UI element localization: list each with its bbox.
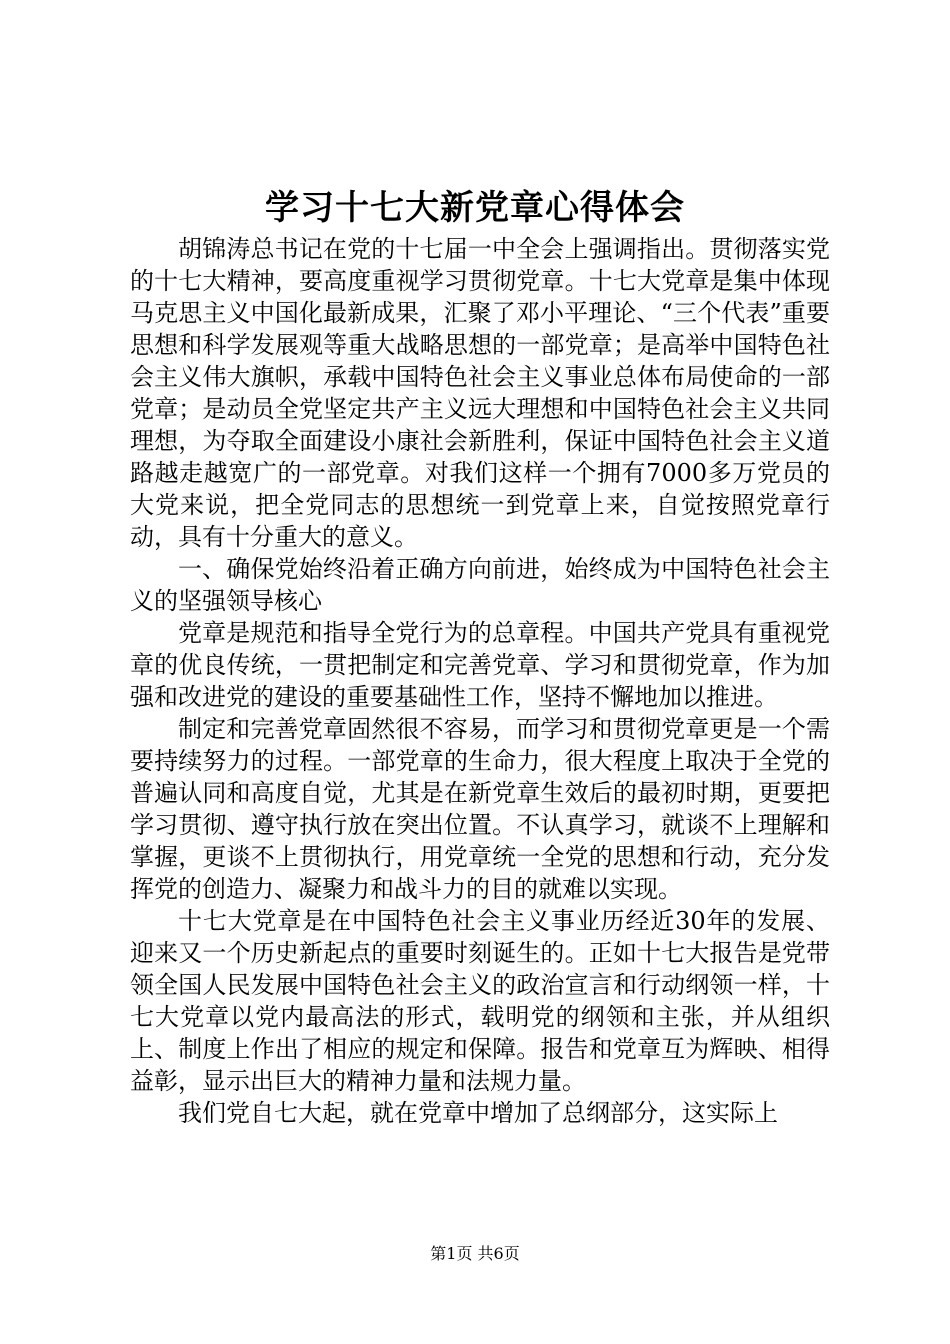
document-body [130,233,830,1129]
body-paragraph: 制定和完善党章固然很不容易，而学习和贯彻党章更是一个需要持续努力的过程。一部党章的生命力，很大程度上取决于全党的普遍认同和高度自觉，尤其是在新党章生效后的最初时期，更要把学习贯彻、遵守执行放在突出位置。不认真学习，就谈不上理解和掌握，更谈不上贯彻执行，用党章统一全党的思想和行动，充分发挥党的创造力、凝聚力和战斗力的目的就难以实现。 [130,715,830,903]
section-heading-paragraph: 一、确保党始终沿着正确方向前进，始终成为中国特色社会主义的坚强领导核心 [130,555,830,615]
body-paragraph: 胡锦涛总书记在党的十七届一中全会上强调指出。贯彻落实党的十七大精神，要高度重视学习贯彻党章。十七大党章是集中体现马克思主义中国化最新成果，汇聚了邓小平理论、“三个代表”重要思想和科学发展观等重大战略思想的一部党章；是高举中国特色社会主义伟大旗帜，承载中国特色社会主义事业总体布局使命的一部党章；是动员全党坚定共产主义远大理想和中国特色社会主义共同理想，为夺取全面建设小康社会新胜利，保证中国特色社会主义道路越走越宽广的一部党章。对我们这样一个拥有7000多万党员的大党来说，把全党同志的思想统一到党章上来，自觉按照党章行动，具有十分重大的意义。 [130,235,830,551]
body-paragraph: 党章是规范和指导全党行为的总章程。中国共产党具有重视党章的优良传统，一贯把制定和完善党章、学习和贯彻党章，作为加强和改进党的建设的重要基础性工作，坚持不懈地加以推进。 [130,619,830,711]
document-title: 学习十七大新党章心得体会 [265,188,685,228]
page-number-footer: 第1页 共6页 [430,1244,520,1263]
body-paragraph: 我们党自七大起，就在党章中增加了总纲部分，这实际上 [178,1099,778,1127]
body-paragraph: 十七大党章是在中国特色社会主义事业历经近30年的发展、迎来又一个历史新起点的重要时刻诞生的。正如十七大报告是党带领全国人民发展中国特色社会主义的政治宣言和行动纲领一样，十七大党章以党内最高法的形式，载明党的纲领和主张，并从组织上、制度上作出了相应的规定和保障。报告和党章互为辉映、相得益彰，显示出巨大的精神力量和法规力量。 [130,907,830,1095]
